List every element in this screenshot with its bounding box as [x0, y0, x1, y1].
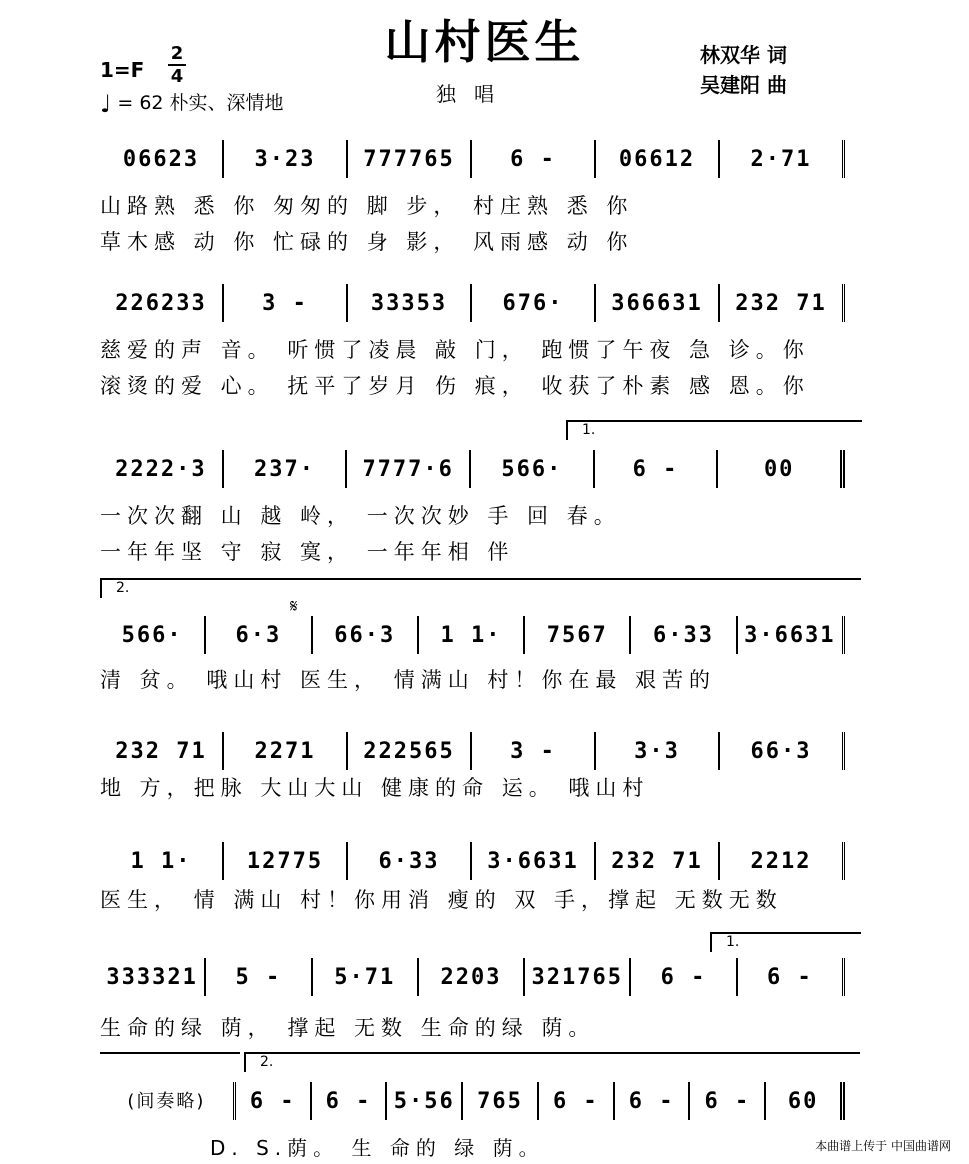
measure: 566· [100, 616, 206, 654]
measure: 6 - [615, 1082, 691, 1120]
lyrics-line: 医生， 情 满山 村！你用消 瘦的 双 手，撑起 无数无数 [100, 888, 783, 912]
measure: 321765 [525, 958, 631, 996]
measure: 2·71 [720, 140, 845, 178]
footer-credit: 本曲谱上传于 中国曲谱网 [815, 1139, 951, 1153]
measure: 60 [766, 1082, 845, 1120]
measure: 06623 [100, 140, 224, 178]
volta-1: 1. [566, 420, 862, 440]
score-row-8 [100, 1080, 845, 1120]
measure: 5·56 [387, 1082, 463, 1120]
score-row-7 [100, 956, 845, 996]
measure: 7567 [525, 616, 631, 654]
measure: 6 - [472, 140, 596, 178]
time-signature [168, 44, 186, 86]
measure: 6 - [738, 958, 845, 996]
measure: 333321 [100, 958, 206, 996]
tempo-text: = 62 朴实、深情地 [117, 92, 284, 114]
score-row-2 [100, 282, 845, 322]
song-title: 山村医生 [384, 15, 585, 69]
measure: 66·3 [313, 616, 419, 654]
measure: 765 [463, 1082, 539, 1120]
lyrics-line: 地 方，把脉 大山大山 健康的命 运。 哦山村 [100, 776, 650, 800]
measure: 7777·6 [347, 450, 471, 488]
score-row-3 [100, 448, 845, 488]
measure: 6·33 [631, 616, 737, 654]
measure: 366631 [596, 284, 720, 322]
measure: 2203 [419, 958, 525, 996]
measure: 2212 [720, 842, 845, 880]
measure: 6 - [690, 1082, 766, 1120]
measure: 3·6631 [738, 616, 845, 654]
tempo-marking [100, 88, 284, 118]
measure: 5 - [206, 958, 312, 996]
measure: 3 - [472, 732, 596, 770]
measure: 2271 [224, 732, 348, 770]
score-row-1 [100, 138, 845, 178]
measure: 66·3 [720, 732, 845, 770]
lyrics-line: 山路熟 悉 你 匆匆的 脚 步， 村庄熟 悉 你 [100, 194, 634, 218]
lyricist: 林双华 词 [700, 43, 787, 67]
measure: 3·3 [596, 732, 720, 770]
measure: 1 1· [100, 842, 224, 880]
measure: 676· [472, 284, 596, 322]
credits [700, 40, 787, 100]
measure: 6 - [539, 1082, 615, 1120]
measure: 232 71 [100, 732, 224, 770]
lyrics-line: 一次次翻 山 越 岭， 一次次妙 手 回 春。 [100, 504, 621, 528]
lyrics-line: 草木感 动 你 忙碌的 身 影， 风雨感 动 你 [100, 230, 634, 254]
lyrics-line: 滚烫的爱 心。 抚平了岁月 伤 痕， 收获了朴素 感 恩。你 [100, 374, 810, 398]
measure: 6 - [595, 450, 719, 488]
lyrics-line: 慈爱的声 音。 听惯了凌晨 敲 门， 跑惯了午夜 急 诊。你 [100, 338, 810, 362]
measure: 232 71 [720, 284, 845, 322]
measure: 12775 [224, 842, 348, 880]
lyrics-line: 一年年坚 守 寂 寞， 一年年相 伴 [100, 540, 515, 564]
segno-icon: 𝄋 [290, 596, 298, 617]
divider [100, 1052, 240, 1054]
measure: 3 - [224, 284, 348, 322]
meter-top: 2 [170, 43, 184, 64]
measure: 226233 [100, 284, 224, 322]
score-row-6 [100, 840, 845, 880]
composer: 吴建阳 曲 [700, 73, 787, 97]
measure: 237· [224, 450, 348, 488]
measure: 222565 [348, 732, 472, 770]
volta-1-end: 1. [710, 932, 861, 952]
measure: 3·23 [224, 140, 348, 178]
score-row-5 [100, 730, 845, 770]
measure: 6·33 [348, 842, 472, 880]
measure: 00 [718, 450, 845, 488]
meter-bottom: 4 [170, 66, 184, 87]
key-signature: 1=F [100, 58, 145, 82]
measure: 1 1· [419, 616, 525, 654]
measure: 33353 [348, 284, 472, 322]
volta-2-end: 2. [244, 1052, 860, 1072]
measure: 5·71 [313, 958, 419, 996]
score-row-4 [100, 614, 845, 654]
lyrics-line: 清 贫。 哦山村 医生， 情满山 村！你在最 艰苦的 [100, 668, 717, 692]
ds-lyrics-line: D. S.荫。 生 命的 绿 荫。 [210, 1136, 545, 1160]
measure: 2222·3 [100, 450, 224, 488]
measure: 6 - [631, 958, 737, 996]
quarter-note-icon: ♩ [100, 90, 112, 118]
measure: 6 - [312, 1082, 388, 1120]
measure: 566· [471, 450, 595, 488]
measure: 3·6631 [472, 842, 596, 880]
measure: 06612 [596, 140, 720, 178]
interlude-note: (间奏略) [100, 1082, 236, 1120]
measure: 777765 [348, 140, 472, 178]
lyrics-line: 生命的绿 荫， 撑起 无数 生命的绿 荫。 [100, 1016, 596, 1040]
measure: 6·3 [206, 616, 312, 654]
volta-2: 2. [100, 578, 861, 598]
measure: 232 71 [596, 842, 720, 880]
performance-mode: 独唱 [436, 82, 512, 106]
measure: 6 - [236, 1082, 312, 1120]
